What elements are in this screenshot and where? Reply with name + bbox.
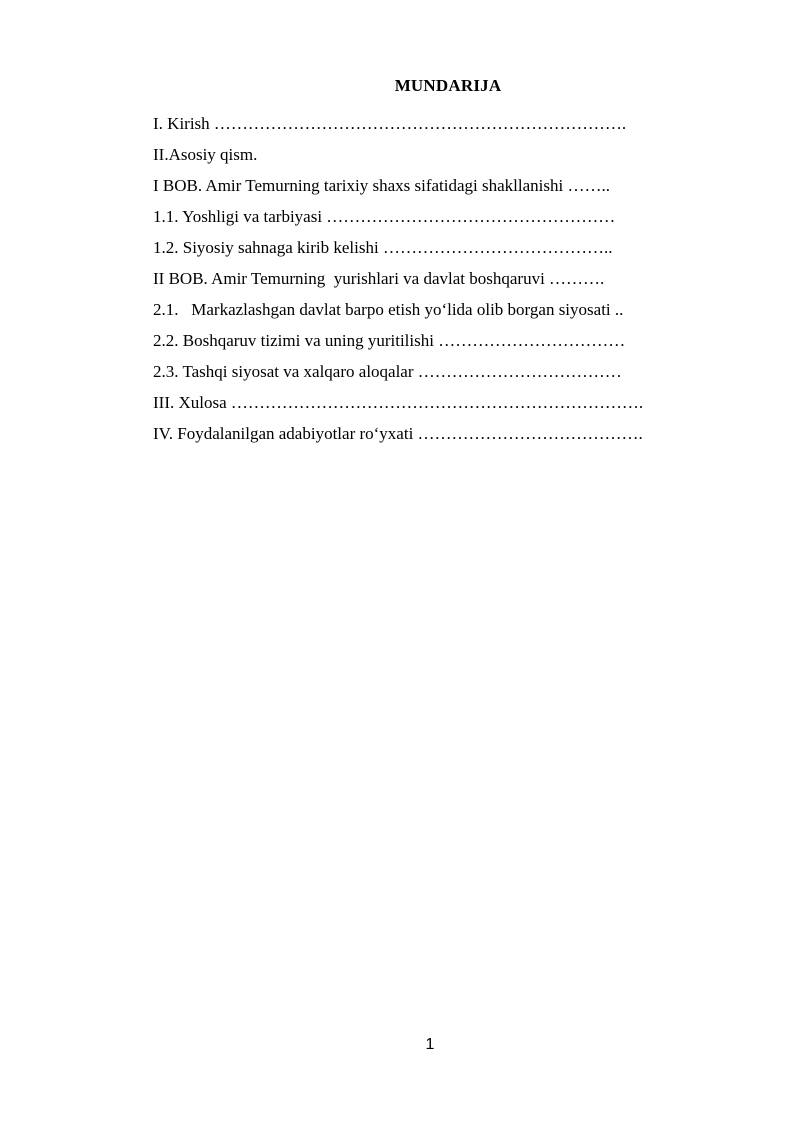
toc-entry-adabiyotlar: IV. Foydalanilgan adabiyotlar ro‘yxati …………………………………. [153,424,643,443]
toc-entry-2-3: 2.3. Tashqi siyosat va xalqaro aloqalar ……………………………… [153,362,622,381]
toc-entry-2-1: 2.1. Markazlashgan davlat barpo etish yo‘lida olib borgan siyosati .. [153,300,624,319]
toc-entry-1-1: 1.1. Yoshligi va tarbiyasi …………………………………………… [153,207,616,226]
table-of-contents [153,108,753,449]
toc-entry-bob-2: II BOB. Amir Temurning yurishlari va davlat boshqaruvi ………. [153,269,605,288]
toc-entry-kirish: I. Kirish ………………………………………………………………. [153,114,627,133]
toc-entry-2-2: 2.2. Boshqaruv tizimi va uning yuritilishi …………………………… [153,331,626,350]
toc-entry-xulosa: III. Xulosa ………………………………………………………………. [153,393,644,412]
toc-entry-1-2: 1.2. Siyosiy sahnaga kirib kelishi ………………………………….. [153,238,613,257]
page-number: 1 [425,1036,435,1053]
page-title: MUNDARIJA [394,76,502,95]
toc-entry-asosiy-qism: II.Asosiy qism. [153,145,258,164]
toc-entry-bob-1: I BOB. Amir Temurning tarixiy shaxs sifatidagi shakllanishi …….. [153,176,610,195]
